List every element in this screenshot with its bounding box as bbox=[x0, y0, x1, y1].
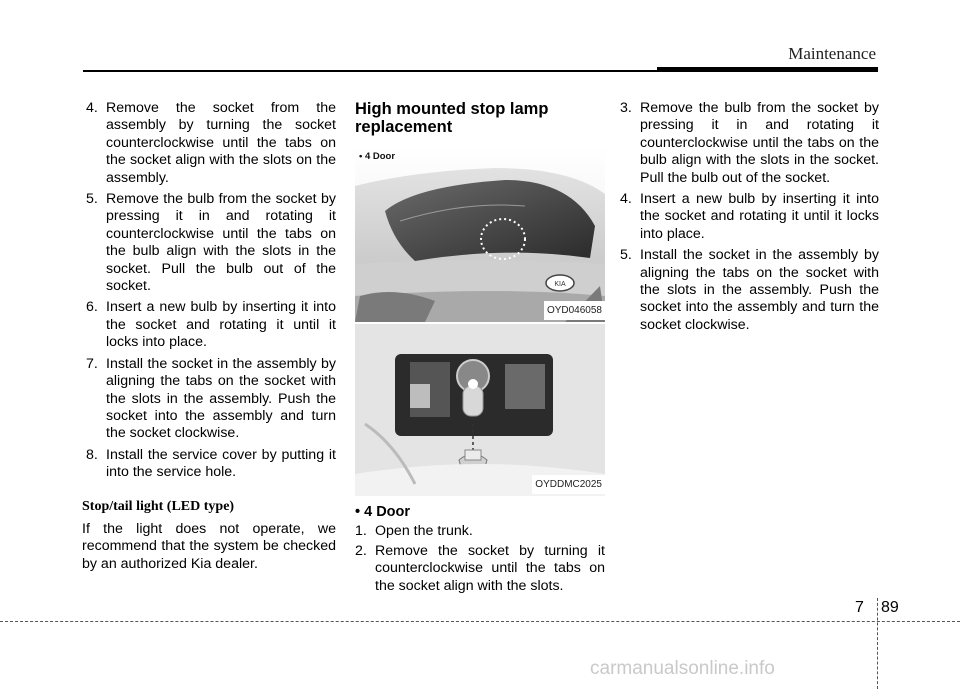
step-number: 6. bbox=[86, 299, 98, 316]
step-item bbox=[620, 247, 879, 334]
watermark: carmanualsonline.info bbox=[590, 658, 775, 679]
step-text: Install the socket in the assembly by aligning the tabs on the socket with the slots in the assembly. Push the socket into the assembly and turn the socket clockwise. bbox=[640, 247, 879, 333]
footer-divider bbox=[877, 598, 878, 689]
step-item bbox=[82, 100, 336, 187]
step-number: 5. bbox=[620, 247, 632, 264]
step-number: 3. bbox=[620, 100, 632, 116]
step-number: 4. bbox=[620, 191, 632, 208]
step-text: Insert a new bulb by inserting it into the socket and rotating it until it locks into place. bbox=[640, 191, 879, 242]
step-text: Remove the bulb from the socket by pressing it in and rotating it counterclockwise until the tabs on the bulb align with the slots in the socket. Pull the bulb out of the socket. bbox=[106, 191, 336, 295]
column-right bbox=[620, 100, 879, 338]
footer-rule bbox=[0, 621, 960, 622]
step-item bbox=[620, 100, 879, 187]
page-number: 89 bbox=[881, 599, 899, 616]
image-code: OYD046058 bbox=[544, 301, 605, 320]
step-text: Open the trunk. bbox=[375, 523, 473, 540]
step-text: Install the service cover by putting it into the service hole. bbox=[106, 446, 336, 481]
column-left bbox=[82, 100, 336, 573]
dealer-paragraph: If the light does not operate, we recommend that the system be checked by an authorized Kia dealer. bbox=[82, 520, 336, 572]
image-tag: • 4 Door bbox=[359, 151, 396, 162]
figure bbox=[355, 146, 605, 496]
subheading: Stop/tail light (LED type) bbox=[82, 498, 235, 514]
header-tab bbox=[657, 67, 878, 72]
step-number: 5. bbox=[86, 191, 98, 208]
step-text: Remove the bulb from the socket by pressing it in and rotating it counterclockwise until the tabs on the bulb align with the slots in the socket. Pull the bulb out of the socket. bbox=[640, 100, 879, 186]
step-number: 8. bbox=[86, 446, 98, 463]
bullet-heading: • 4 Door bbox=[355, 504, 411, 520]
step-number: 1. bbox=[355, 523, 367, 540]
section-heading: High mounted stop lamp replacement bbox=[355, 100, 549, 136]
step-item bbox=[82, 299, 336, 351]
image-code: OYDDMC2025 bbox=[532, 475, 605, 494]
step-item bbox=[355, 543, 605, 595]
svg-text:KIA: KIA bbox=[554, 281, 566, 288]
step-item bbox=[82, 191, 336, 295]
step-number: 4. bbox=[86, 100, 98, 116]
step-number: 2. bbox=[355, 542, 367, 559]
step-item bbox=[82, 356, 336, 443]
section-title: Maintenance bbox=[788, 44, 876, 63]
step-item bbox=[620, 191, 879, 243]
step-text: Remove the socket from the assembly by turning the socket counterclockwise until the tabs on the socket align with the slots on the assembly. bbox=[106, 100, 336, 186]
step-text: Remove the socket by turning it counterclockwise until the tabs on the socket align with the slots. bbox=[375, 542, 605, 594]
step-item bbox=[355, 523, 605, 540]
step-number: 7. bbox=[86, 355, 98, 372]
step-text: Insert a new bulb by inserting it into the socket and rotating it until it locks into place. bbox=[106, 299, 336, 351]
socket-closeup-image bbox=[355, 324, 605, 496]
step-item bbox=[82, 447, 336, 482]
column-middle bbox=[355, 100, 605, 599]
car-rear-image bbox=[355, 146, 605, 322]
chapter-number: 7 bbox=[855, 599, 864, 616]
step-text: Install the socket in the assembly by aligning the tabs on the socket with the slots in the assembly. Push the socket into the assembly and turn the socket clockwise. bbox=[106, 355, 336, 442]
